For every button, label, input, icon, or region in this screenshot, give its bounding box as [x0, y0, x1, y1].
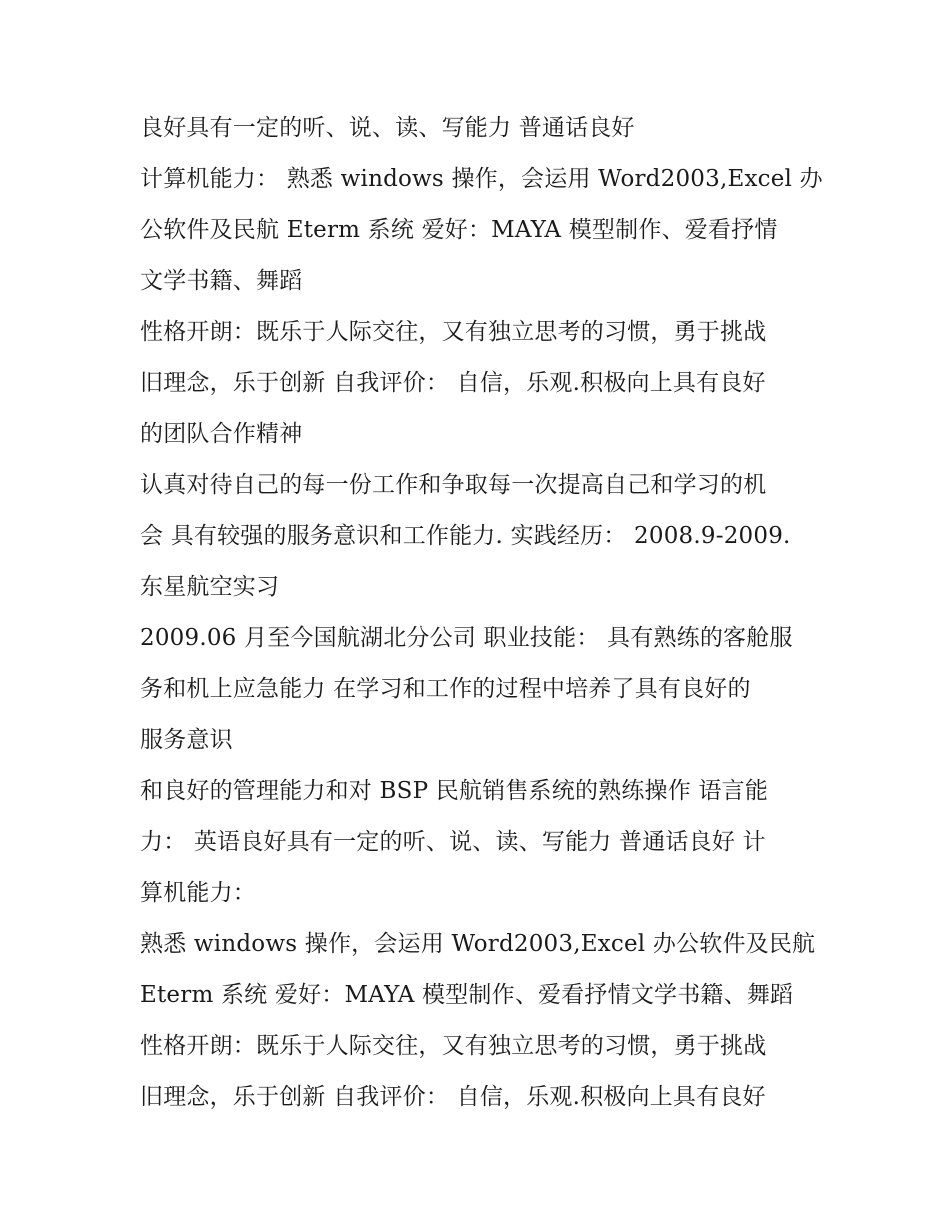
text-line: 和良好的管理能力和对 BSP 民航销售系统的熟练操作 语言能	[140, 778, 769, 804]
text-line: 性格开朗：既乐于人际交往，又有独立思考的习惯，勇于挑战	[140, 319, 767, 345]
text-line: 良好具有一定的听、说、读、写能力 普通话良好	[140, 115, 635, 141]
text-line: 旧理念，乐于创新 自我评价： 自信，乐观.积极向上具有良好	[140, 1084, 766, 1110]
text-line: 的团队合作精神	[140, 421, 303, 447]
document-body	[140, 103, 840, 1123]
text-line: 务和机上应急能力 在学习和工作的过程中培养了具有良好的	[140, 676, 751, 702]
text-line: 计算机能力： 熟悉 windows 操作，会运用 Word2003,Excel 办	[140, 166, 823, 192]
text-line: 性格开朗：既乐于人际交往，又有独立思考的习惯，勇于挑战	[140, 1033, 767, 1059]
text-line: Eterm 系统 爱好：MAYA 模型制作、爱看抒情文学书籍、舞蹈	[140, 982, 794, 1008]
text-line: 服务意识	[140, 727, 233, 753]
text-line: 认真对待自己的每一份工作和争取每一次提高自己和学习的机	[140, 472, 767, 498]
text-line: 力： 英语良好具有一定的听、说、读、写能力 普通话良好 计	[140, 829, 766, 855]
text-line: 公软件及民航 Eterm 系统 爱好：MAYA 模型制作、爱看抒情	[140, 217, 778, 243]
text-line: 东星航空实习	[140, 574, 280, 600]
text-line: 2009.06 月至今国航湖北分公司 职业技能： 具有熟练的客舱服	[140, 625, 793, 651]
text-line: 旧理念，乐于创新 自我评价： 自信，乐观.积极向上具有良好	[140, 370, 766, 396]
text-line: 熟悉 windows 操作，会运用 Word2003,Excel 办公软件及民航	[140, 931, 816, 957]
text-line: 算机能力：	[140, 880, 256, 906]
text-line: 会 具有较强的服务意识和工作能力. 实践经历： 2008.9-2009.	[140, 523, 791, 549]
text-line: 文学书籍、舞蹈	[140, 268, 303, 294]
